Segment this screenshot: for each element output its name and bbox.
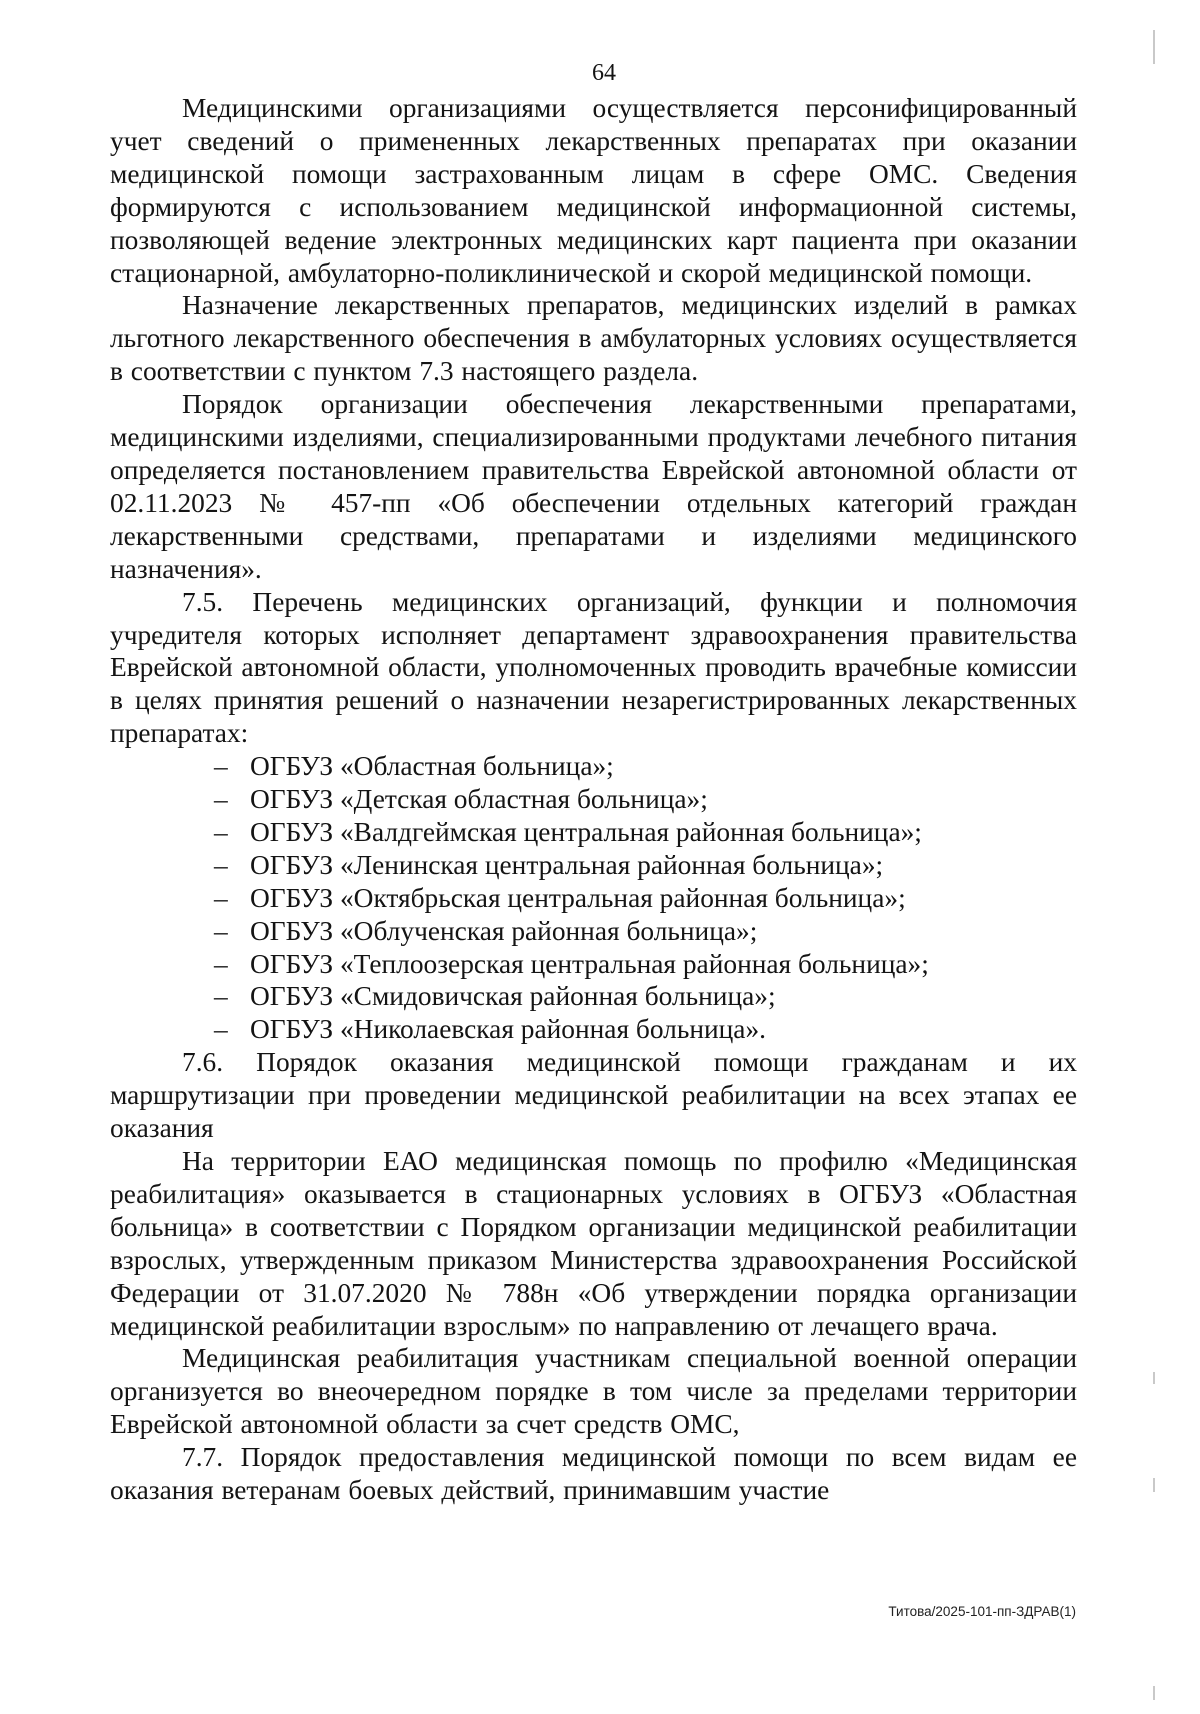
list-item	[110, 882, 1077, 915]
list-item-text: ОГБУЗ «Детская областная больница»;	[250, 784, 708, 815]
list-item	[110, 750, 1077, 783]
document-registration-code: Титова/2025-101-пп-ЗДРАВ(1)	[888, 1604, 1076, 1619]
list-item	[110, 783, 1077, 816]
list-item	[110, 915, 1077, 948]
list-item-text: ОГБУЗ «Октябрьская центральная районная больница»;	[250, 882, 906, 913]
list-dash: –	[214, 849, 228, 880]
list-item-text: ОГБУЗ «Облученская районная больница»;	[250, 915, 758, 946]
scan-edge-mark	[1153, 1478, 1155, 1492]
list-dash: –	[214, 882, 228, 913]
paragraph-svo-rehabilitation: Медицинская реабилитация участникам специальной военной операции организуется во внеочередном порядке в том числе за пределами территории Еврейской автономной области за счет средств ОМС,	[110, 1343, 1077, 1440]
list-dash: –	[214, 981, 228, 1012]
list-dash: –	[214, 816, 228, 847]
list-item-text: ОГБУЗ «Николаевская районная больница».	[250, 1014, 767, 1045]
hospital-list	[110, 750, 1077, 1046]
list-item-text: ОГБУЗ «Областная больница»;	[250, 751, 614, 782]
paragraph-section-7-5: 7.5. Перечень медицинских организаций, функции и полномочия учредителя которых исполняет департамент здравоохранения правительства Еврейской автономной области, уполномоченных проводить врачебные комиссии в целях принятия решений о назначении незарегистрированных лекарственных препаратах:	[110, 586, 1077, 749]
paragraph-section-7-6: 7.6. Порядок оказания медицинской помощи гражданам и их маршрутизации при проведении медицинской реабилитации на всех этапах ее оказания	[110, 1047, 1077, 1144]
scan-edge-mark	[1153, 30, 1155, 64]
list-item-text: ОГБУЗ «Смидовичская районная больница»;	[250, 981, 776, 1012]
document-body	[110, 92, 1077, 1507]
list-item-text: ОГБУЗ «Теплоозерская центральная районная больница»;	[250, 948, 929, 979]
paragraph-provision-order: Порядок организации обеспечения лекарственными препаратами, медицинскими изделиями, специализированными продуктами лечебного питания определяется постановлением правительства Еврейской автономной области от 02.11.2023 № 457-пп «Об обеспечении отдельных категорий граждан лекарственными средствами, препаратами и изделиями медицинского назначения».	[110, 389, 1077, 584]
paragraph-personified-accounting: Медицинскими организациями осуществляется персонифицированный учет сведений о примененных лекарственных препаратах при оказании медицинской помощи застрахованным лицам в сфере ОМС. Сведения формируются с использованием медицинской информационной системы, позволяющей ведение электронных медицинских карт пациента при оказании стационарной, амбулаторно-поликлинической и скорой медицинской помощи.	[110, 93, 1077, 288]
paragraph-rehabilitation: На территории ЕАО медицинская помощь по профилю «Медицинская реабилитация» оказывается в стационарных условиях в ОГБУЗ «Областная больница» в соответствии с Порядком организации медицинской реабилитации взрослых, утвержденным приказом Министерства здравоохранения Российской Федерации от 31.07.2020 № 788н «Об утверждении порядка организации медицинской реабилитации взрослым» по направлению от лечащего врача.	[110, 1146, 1077, 1341]
list-item	[110, 849, 1077, 882]
page-number: 64	[592, 60, 616, 86]
list-dash: –	[214, 784, 228, 815]
list-dash: –	[214, 751, 228, 782]
scan-edge-mark	[1153, 1686, 1155, 1700]
list-item	[110, 980, 1077, 1013]
list-dash: –	[214, 1014, 228, 1045]
list-item	[110, 948, 1077, 981]
list-dash: –	[214, 915, 228, 946]
list-item-text: ОГБУЗ «Ленинская центральная районная больница»;	[250, 849, 884, 880]
list-item	[110, 816, 1077, 849]
paragraph-prescription: Назначение лекарственных препаратов, медицинских изделий в рамках льготного лекарственного обеспечения в амбулаторных условиях осуществляется в соответствии с пунктом 7.3 настоящего раздела.	[110, 290, 1077, 387]
scan-edge-mark	[1153, 1372, 1155, 1384]
list-dash: –	[214, 948, 228, 979]
list-item	[110, 1013, 1077, 1046]
paragraph-section-7-7: 7.7. Порядок предоставления медицинской помощи по всем видам ее оказания ветеранам боевых действий, принимавшим участие	[110, 1442, 1077, 1506]
list-item-text: ОГБУЗ «Валдгеймская центральная районная больница»;	[250, 816, 922, 847]
